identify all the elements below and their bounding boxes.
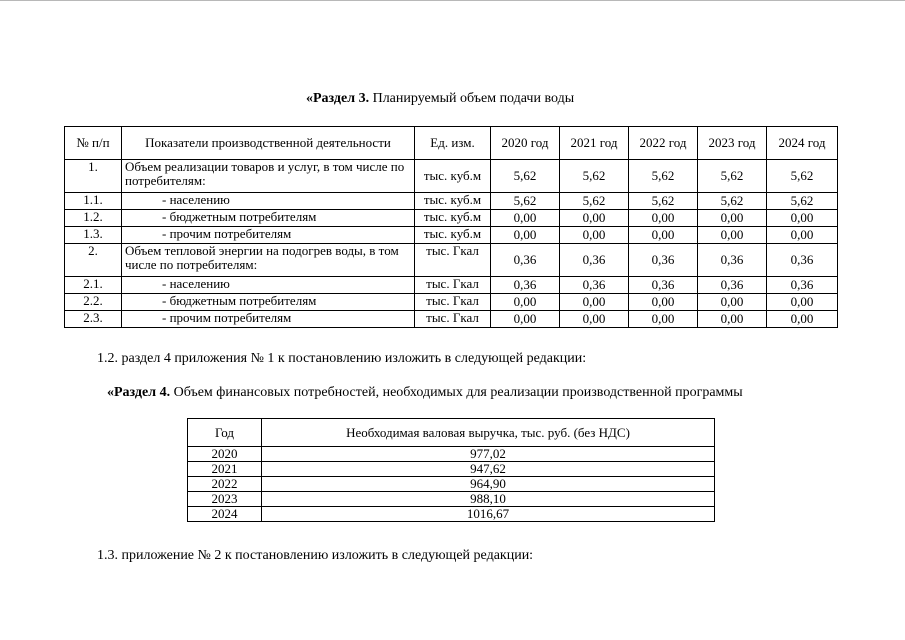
value-cell: 5,62 [698,193,767,210]
table-row [65,210,838,227]
row-indicator: - прочим потребителям [122,311,415,328]
table-row [65,160,838,193]
value-cell: 0,36 [560,244,629,277]
row-number: 1.3. [65,227,122,244]
row-number: 2.2. [65,294,122,311]
table-row [65,227,838,244]
row-unit: тыс. Гкал [415,294,491,311]
value-cell: 5,62 [491,193,560,210]
header-cell: Год [188,419,262,447]
value-cell: 5,62 [767,160,838,193]
table-row [65,311,838,328]
value-cell: 0,00 [560,311,629,328]
value-cell: 0,00 [491,227,560,244]
year-cell: 2024 [188,507,262,522]
value-cell: 0,00 [491,311,560,328]
row-indicator: - прочим потребителям [122,227,415,244]
value-cell: 0,36 [698,277,767,294]
value-cell: 0,36 [629,277,698,294]
value-cell: 0,00 [698,294,767,311]
header-cell: 2024 год [767,127,838,160]
value-cell: 0,00 [629,227,698,244]
value-cell: 5,62 [491,160,560,193]
row-indicator: Объем тепловой энергии на подогрев воды, в том числе по потребителям: [122,244,415,277]
row-unit: тыс. куб.м [415,210,491,227]
value-cell: 0,00 [560,227,629,244]
table-row [188,477,715,492]
value-cell: 5,62 [698,160,767,193]
section-4-title-bold: «Раздел 4. [107,385,171,400]
year-cell: 2023 [188,492,262,507]
value-cell: 5,62 [629,160,698,193]
value-cell: 0,00 [491,210,560,227]
value-cell: 0,36 [560,277,629,294]
financial-needs-table [187,418,715,522]
row-number: 2.3. [65,311,122,328]
value-cell: 0,00 [491,294,560,311]
value-cell: 5,62 [629,193,698,210]
row-unit: тыс. куб.м [415,193,491,210]
value-cell: 5,62 [560,160,629,193]
paragraph-1-3: 1.3. приложение № 2 к постановлению изложить в следующей редакции: [97,548,534,563]
value-cell: 0,00 [767,311,838,328]
section-3-title-bold: «Раздел 3. [306,91,370,106]
value-cell: 0,00 [629,294,698,311]
row-indicator: - населению [122,277,415,294]
table-row [65,277,838,294]
table-row [188,492,715,507]
row-unit: тыс. куб.м [415,227,491,244]
value-cell: 5,62 [560,193,629,210]
value-cell: 0,36 [629,244,698,277]
revenue-cell: 964,90 [262,477,715,492]
value-cell: 0,00 [767,210,838,227]
header-cell: № п/п [65,127,122,160]
value-cell: 5,62 [767,193,838,210]
value-cell: 0,36 [767,244,838,277]
value-cell: 0,36 [491,244,560,277]
row-unit: тыс. Гкал [415,244,491,277]
row-indicator: Объем реализации товаров и услуг, в том числе по потребителям: [122,160,415,193]
section-4-title [107,385,743,401]
row-number: 2.1. [65,277,122,294]
value-cell: 0,36 [491,277,560,294]
table-row [188,507,715,522]
row-number: 2. [65,244,122,277]
table-row [65,193,838,210]
row-number: 1.1. [65,193,122,210]
revenue-cell: 947,62 [262,462,715,477]
row-number: 1.2. [65,210,122,227]
section-3-title [306,91,574,107]
revenue-cell: 988,10 [262,492,715,507]
value-cell: 0,00 [629,311,698,328]
section-4-title-text: Объем финансовых потребностей, необходимых для реализации производственной программы [170,385,743,400]
table-row [188,447,715,462]
header-cell: Ед. изм. [415,127,491,160]
value-cell: 0,00 [560,294,629,311]
header-cell: 2022 год [629,127,698,160]
value-cell: 0,00 [629,210,698,227]
value-cell: 0,00 [698,210,767,227]
table-row [65,244,838,277]
value-cell: 0,00 [698,227,767,244]
paragraph-1-2: 1.2. раздел 4 приложения № 1 к постановлению изложить в следующей редакции: [97,351,587,366]
header-cell: Показатели производственной деятельности [122,127,415,160]
year-cell: 2021 [188,462,262,477]
row-indicator: - населению [122,193,415,210]
header-cell: 2021 год [560,127,629,160]
row-unit: тыс. куб.м [415,160,491,193]
table-header-row [65,127,838,160]
header-cell: 2020 год [491,127,560,160]
row-indicator: - бюджетным потребителям [122,294,415,311]
row-unit: тыс. Гкал [415,277,491,294]
year-cell: 2020 [188,447,262,462]
value-cell: 0,36 [698,244,767,277]
value-cell: 0,00 [698,311,767,328]
header-cell: Необходимая валовая выручка, тыс. руб. (без НДС) [262,419,715,447]
row-number: 1. [65,160,122,193]
table-row [65,294,838,311]
water-supply-table [64,126,838,328]
table-header-row [188,419,715,447]
value-cell: 0,36 [767,277,838,294]
section-3-title-text: Планируемый объем подачи воды [369,91,575,106]
revenue-cell: 977,02 [262,447,715,462]
table-row [188,462,715,477]
revenue-cell: 1016,67 [262,507,715,522]
value-cell: 0,00 [560,210,629,227]
row-unit: тыс. Гкал [415,311,491,328]
header-cell: 2023 год [698,127,767,160]
row-indicator: - бюджетным потребителям [122,210,415,227]
year-cell: 2022 [188,477,262,492]
top-border-line [0,0,905,1]
value-cell: 0,00 [767,294,838,311]
value-cell: 0,00 [767,227,838,244]
